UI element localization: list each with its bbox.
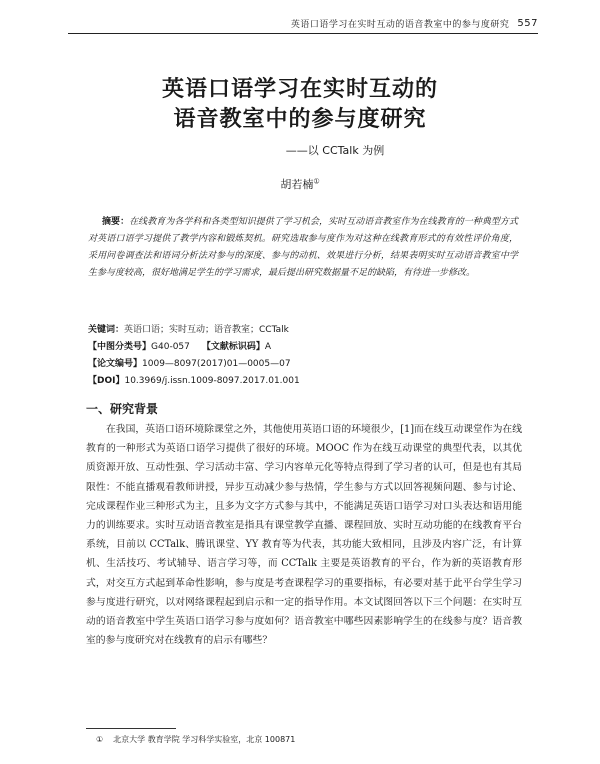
doi-label: 【DOI】 — [88, 376, 125, 386]
title-line-2: 语音教室中的参与度研究 — [173, 106, 427, 132]
page-number: 557 — [517, 18, 538, 29]
article-number-label: 【论文编号】 — [88, 359, 143, 369]
keywords-label: 关键词： — [88, 325, 125, 335]
running-header — [68, 14, 538, 34]
keywords-value: 英语口语；实时互动；语音教室；CCTalk — [124, 325, 289, 335]
footnote-divider — [86, 728, 176, 729]
abstract-text: 在线教育为各学科和各类型知识提供了学习机会，实时互动语音教室作为在线教育的一种典型方式对英语口语学习提供了教学内容和锻炼契机。研究选取参与度作为对这种在线教育形式的有效性评价角度，采用问卷调查法和语词分析法对参与的深度、参与的动机、效果进行分析，结果表明实时互动语音教室中学生参与度较高，很好地满足学生的学习需求，最后提出研究数据量不足的缺陷，有待进一步修改。 — [88, 217, 518, 278]
body-paragraph: 在我国，英语口语环境除课堂之外，其他使用英语口语的环境很少，[1]而在线互动课堂作为在线教育的一种形式为英语口语学习提供了很好的环境。MOOC 作为在线互动课堂的典型代表，以其优质资源开放、互动性强、学习活动丰富、学习内容单元化等特点得到了学习者的认可，但是也有其局限性：不能直播观看教师讲授，异步互动减少参与热情，学生参与方式以回答视频问题、参与讨论、完成课程作业三种形式为主，且多为文字方式参与其中，不能满足英语口语学习对口头表达和语用能力的训练要求。实时互动语音教室是指具有课堂教学直播、课程回放、实时互动功能的在线教育平台系统，目前以 CCTalk、腾讯课堂、YY 教育等为代表，其功能大致相同，且涉及内容广泛，有计算机、生活技巧、考试辅导、语言学习等，而 CCTalk 主要是英语教育的平台，作为新的英语教育形式，对交互方式起到革命性影响，参与度是考查课程学习的重要指标，有必要对基于此平台学生学习参与度进行研究，以对网络课程起到启示和一定的指导作用。本文试图回答以下三个问题：在实时互动的语音教室中学生英语口语学习参与度如何？语音教室中哪些因素影响学生的在线参与度？语音教室的参与度研究对在线教育的启示有哪些？ — [86, 424, 522, 647]
abstract-label: 摘要： — [102, 217, 130, 227]
article-meta — [88, 322, 518, 390]
classification-row — [88, 339, 518, 356]
running-title: 英语口语学习在实时互动的语音教室中的参与度研究 — [290, 20, 510, 30]
keywords-row — [88, 322, 518, 339]
article-title — [0, 74, 600, 134]
section-heading: 一、研究背景 — [86, 402, 159, 416]
clc-label: 【中图分类号】 — [88, 342, 152, 352]
doccode-label: 【文献标识码】 — [201, 342, 265, 352]
doi-row — [88, 373, 518, 390]
author-name: 胡若楠 — [280, 178, 314, 191]
footnote-mark: ① — [96, 735, 104, 744]
author-line — [0, 176, 600, 192]
article-number-row — [88, 356, 518, 373]
clc-value: G40-057 — [151, 342, 190, 352]
footnote — [96, 734, 295, 745]
title-line-1: 英语口语学习在实时互动的 — [161, 76, 438, 102]
footnote-text: 北京大学 教育学院 学习科学实验室，北京 100871 — [113, 735, 296, 744]
author-footnote-mark: ① — [313, 177, 320, 186]
doccode-value: A — [264, 342, 272, 352]
abstract — [88, 214, 518, 282]
doi-value: 10.3969/j.issn.1009-8097.2017.01.001 — [124, 376, 300, 386]
article-subtitle: ——以 CCTalk 为例 — [285, 144, 385, 157]
article-number-value: 1009—8097(2017)01—0005—07 — [142, 359, 291, 369]
